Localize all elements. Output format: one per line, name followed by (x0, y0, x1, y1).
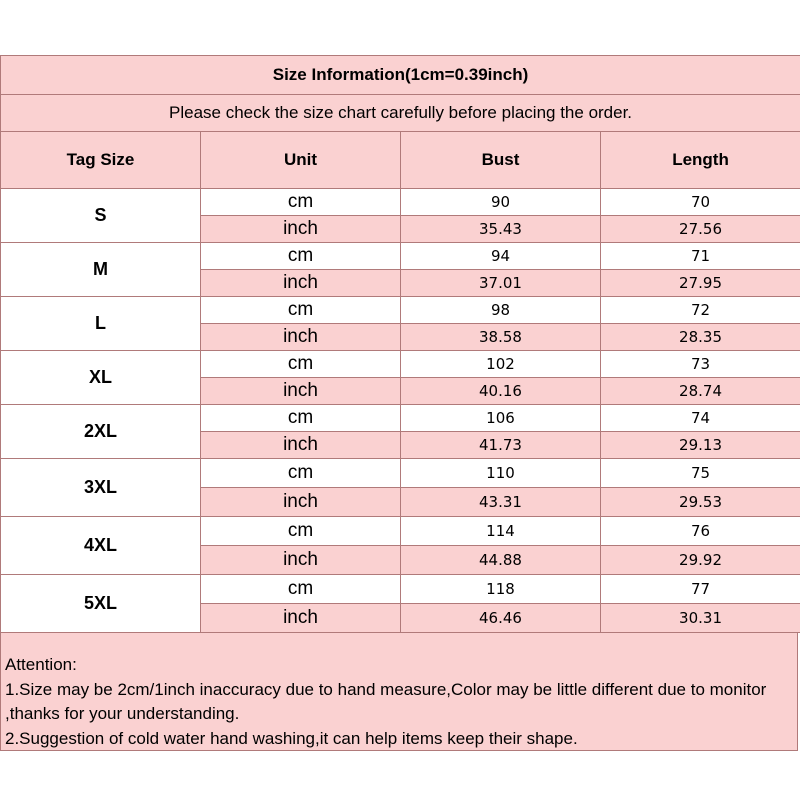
table-row (1, 575, 800, 604)
tag-size-cell: L (1, 297, 201, 351)
bust-cell: 46.46 (401, 604, 601, 633)
table-row (1, 517, 800, 546)
length-cell: 74 (601, 405, 800, 432)
table-subtitle: Please check the size chart carefully before placing the order. (1, 95, 800, 132)
table-row (1, 459, 800, 488)
bust-cell: 41.73 (401, 432, 601, 459)
attention-heading: Attention: (5, 655, 77, 674)
tag-size-cell: M (1, 243, 201, 297)
unit-cell: cm (201, 575, 401, 604)
length-cell: 27.56 (601, 216, 800, 243)
bust-cell: 38.58 (401, 324, 601, 351)
table-row (1, 405, 800, 432)
unit-cell: inch (201, 604, 401, 633)
length-cell: 72 (601, 297, 800, 324)
length-cell: 76 (601, 517, 800, 546)
size-chart (0, 55, 800, 751)
length-cell: 28.35 (601, 324, 800, 351)
header-length: Length (601, 132, 800, 189)
bust-cell: 90 (401, 189, 601, 216)
bust-cell: 43.31 (401, 488, 601, 517)
length-cell: 29.53 (601, 488, 800, 517)
unit-cell: cm (201, 189, 401, 216)
tag-size-cell: 4XL (1, 517, 201, 575)
length-cell: 30.31 (601, 604, 800, 633)
table-row (1, 189, 800, 216)
unit-cell: inch (201, 378, 401, 405)
length-cell: 29.13 (601, 432, 800, 459)
bust-cell: 110 (401, 459, 601, 488)
length-cell: 29.92 (601, 546, 800, 575)
attention-notes (0, 633, 798, 751)
table-title: Size Information(1cm=0.39inch) (1, 56, 800, 95)
unit-cell: inch (201, 546, 401, 575)
bust-cell: 94 (401, 243, 601, 270)
bust-cell: 114 (401, 517, 601, 546)
length-cell: 70 (601, 189, 800, 216)
table-row (1, 243, 800, 270)
unit-cell: cm (201, 297, 401, 324)
unit-cell: cm (201, 459, 401, 488)
bust-cell: 40.16 (401, 378, 601, 405)
table-row (1, 351, 800, 378)
tag-size-cell: S (1, 189, 201, 243)
length-cell: 73 (601, 351, 800, 378)
unit-cell: inch (201, 270, 401, 297)
bust-cell: 106 (401, 405, 601, 432)
tag-size-cell: 5XL (1, 575, 201, 633)
unit-cell: inch (201, 488, 401, 517)
bust-cell: 98 (401, 297, 601, 324)
bust-cell: 118 (401, 575, 601, 604)
tag-size-cell: 2XL (1, 405, 201, 459)
length-cell: 27.95 (601, 270, 800, 297)
attention-line-1: 1.Size may be 2cm/1inch inaccuracy due to hand measure,Color may be little different due to monitor ,thanks for your understanding. (5, 679, 767, 723)
bust-cell: 37.01 (401, 270, 601, 297)
header-unit: Unit (201, 132, 401, 189)
tag-size-cell: 3XL (1, 459, 201, 517)
header-tag-size: Tag Size (1, 132, 201, 189)
bust-cell: 102 (401, 351, 601, 378)
length-cell: 77 (601, 575, 800, 604)
unit-cell: inch (201, 324, 401, 351)
header-bust: Bust (401, 132, 601, 189)
attention-line-2: 2.Suggestion of cold water hand washing,it can help items keep their shape. (5, 728, 578, 748)
unit-cell: cm (201, 243, 401, 270)
unit-cell: cm (201, 517, 401, 546)
unit-cell: cm (201, 351, 401, 378)
length-cell: 75 (601, 459, 800, 488)
bust-cell: 35.43 (401, 216, 601, 243)
length-cell: 71 (601, 243, 800, 270)
bust-cell: 44.88 (401, 546, 601, 575)
unit-cell: inch (201, 216, 401, 243)
unit-cell: cm (201, 405, 401, 432)
length-cell: 28.74 (601, 378, 800, 405)
size-table (0, 55, 800, 633)
unit-cell: inch (201, 432, 401, 459)
tag-size-cell: XL (1, 351, 201, 405)
table-row (1, 297, 800, 324)
